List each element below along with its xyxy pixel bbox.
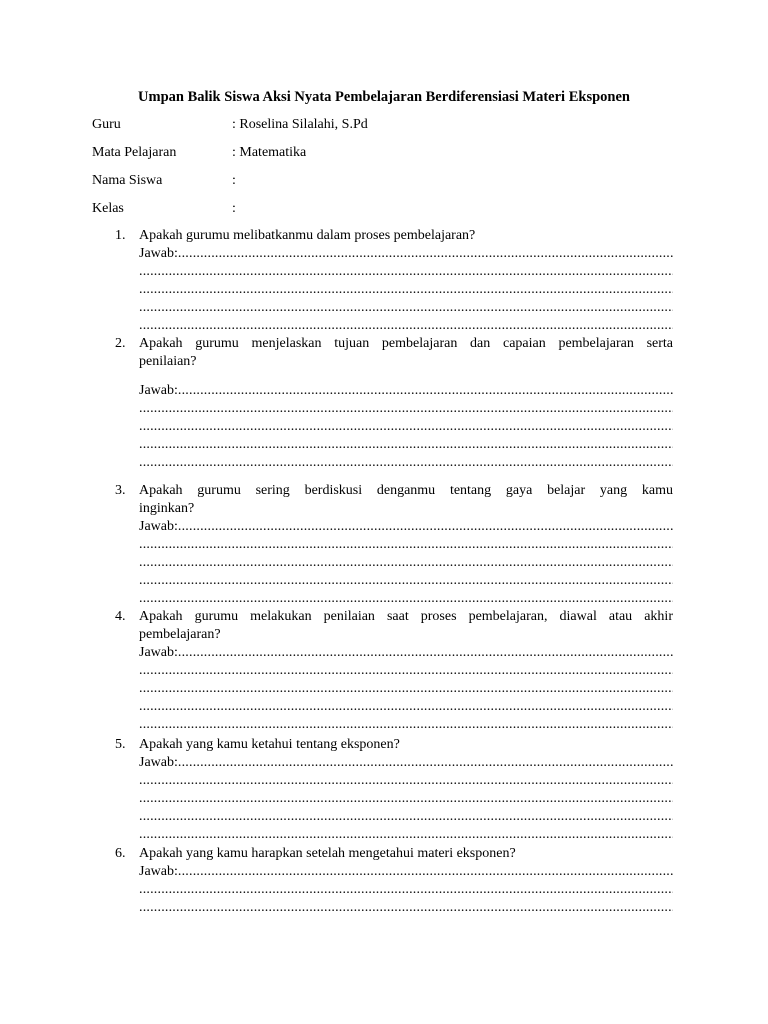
answer-line[interactable] (139, 590, 673, 608)
answer-label: Jawab: (139, 864, 178, 879)
question-number: 2. (115, 336, 126, 351)
answer-line[interactable] (139, 263, 673, 281)
answer-line[interactable] (139, 418, 673, 436)
answer-line[interactable] (139, 899, 673, 917)
info-value: : Roselina Silalahi, S.Pd (232, 117, 368, 132)
document-title: Umpan Balik Siswa Aksi Nyata Pembelajaran Berdiferensiasi Materi Eksponen (138, 89, 630, 105)
answer-label: Jawab: (139, 519, 178, 534)
answer-label: Jawab: (139, 755, 178, 770)
answer-line[interactable] (139, 698, 673, 716)
answer-line[interactable] (139, 662, 673, 680)
answer-line[interactable] (139, 299, 673, 317)
answer-line[interactable] (139, 554, 673, 572)
answer-label: Jawab: (139, 383, 178, 398)
info-value: : Matematika (232, 145, 307, 160)
question-text: Apakah yang kamu ketahui tentang eksponen? (139, 737, 400, 752)
info-row-guru (92, 116, 672, 134)
info-value: : (232, 201, 236, 216)
question-number: 6. (115, 846, 126, 861)
answer-line[interactable] (139, 518, 673, 536)
answer-line[interactable] (139, 826, 673, 844)
question-text: Apakah gurumu menjelaskan tujuan pembelajaran dan capaian pembelajaran serta (139, 336, 673, 351)
info-row-kelas (92, 200, 672, 218)
question-number: 4. (115, 609, 126, 624)
info-value: : (232, 173, 236, 188)
answer-line[interactable] (139, 881, 673, 899)
question-text-continued: pembelajaran? (139, 627, 221, 642)
answer-line[interactable] (139, 716, 673, 734)
question-text: Apakah yang kamu harapkan setelah mengetahui materi eksponen? (139, 846, 516, 861)
answer-line[interactable] (139, 772, 673, 790)
answer-line[interactable] (139, 536, 673, 554)
answer-line[interactable] (139, 680, 673, 698)
question-number: 3. (115, 483, 126, 498)
question-text-continued: inginkan? (139, 501, 195, 516)
answer-line[interactable] (139, 400, 673, 418)
info-label: Mata Pelajaran (92, 145, 177, 160)
info-row-mata-pelajaran (92, 144, 672, 162)
answer-line[interactable] (139, 281, 673, 299)
answer-line[interactable] (139, 382, 673, 400)
answer-line[interactable] (139, 436, 673, 454)
info-row-nama-siswa (92, 172, 672, 190)
question-text-continued: penilaian? (139, 354, 197, 369)
info-label: Nama Siswa (92, 173, 163, 188)
question-text: Apakah gurumu sering berdiskusi denganmu tentang gaya belajar yang kamu (139, 483, 673, 498)
answer-line[interactable] (139, 863, 673, 881)
question-number: 1. (115, 228, 126, 243)
answer-line[interactable] (139, 245, 673, 263)
answer-line[interactable] (139, 644, 673, 662)
answer-label: Jawab: (139, 645, 178, 660)
info-label: Guru (92, 117, 121, 132)
info-label: Kelas (92, 201, 124, 216)
answer-line[interactable] (139, 454, 673, 472)
answer-line[interactable] (139, 790, 673, 808)
question-text: Apakah gurumu melibatkanmu dalam proses pembelajaran? (139, 228, 476, 243)
answer-line[interactable] (139, 754, 673, 772)
answer-line[interactable] (139, 572, 673, 590)
answer-line[interactable] (139, 808, 673, 826)
question-text: Apakah gurumu melakukan penilaian saat proses pembelajaran, diawal atau akhir (139, 609, 673, 624)
question-number: 5. (115, 737, 126, 752)
answer-label: Jawab: (139, 246, 178, 261)
answer-line[interactable] (139, 317, 673, 335)
